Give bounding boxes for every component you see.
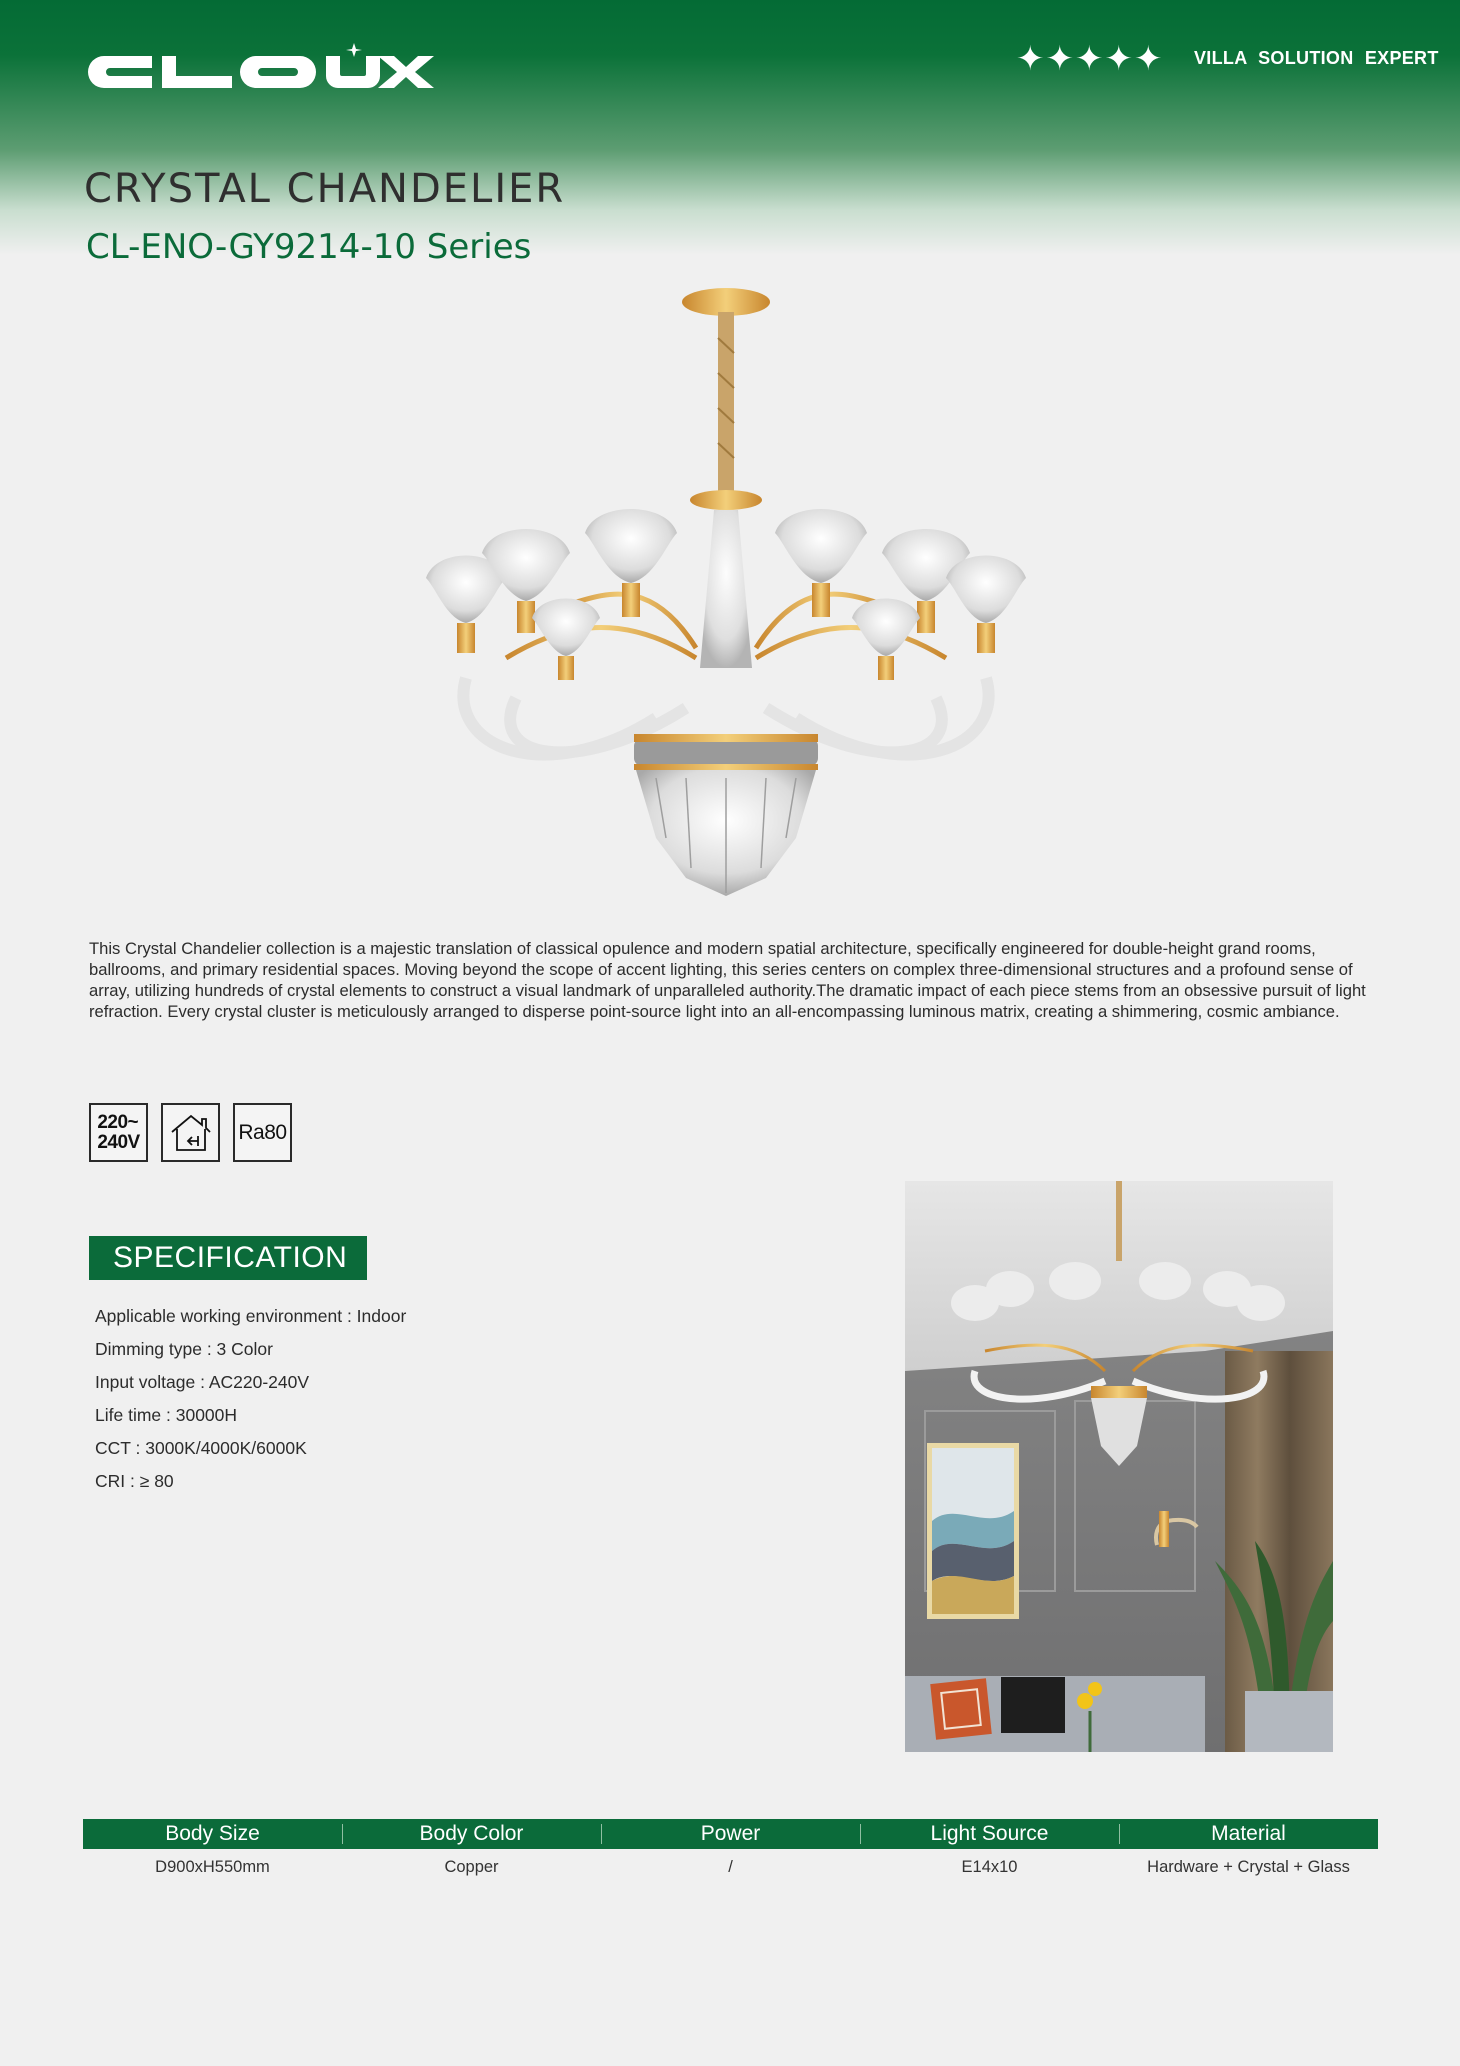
- cell-body-size: D900xH550mm: [155, 1858, 270, 1876]
- product-description: This Crystal Chandelier collection is a majestic translation of classical opulence and modern spatial architecture, specifically engineered for double-height grand rooms, ballrooms, and primary residential spaces. Moving beyond the scope of accent lighting, this series centers on complex three-dimensional structures and a profound sense of array, utilizing hundreds of crystal elements to construct a visual landmark of unparalleled authority.The dramatic impact of each piece stems from an obsessive pursuit of light refraction. Every crystal cluster is meticulously arranged to disperse point-source light into an all-encompassing luminous matrix, creating a shimmering, cosmic ambiance.: [89, 939, 1366, 1021]
- spec-item: Applicable working environment : Indoor: [95, 1306, 407, 1326]
- column-header-power: Power: [601, 1819, 860, 1849]
- cell-light-source: E14x10: [961, 1858, 1018, 1876]
- header-band: [0, 0, 1460, 255]
- column-header-light-source: Light Source: [860, 1819, 1119, 1849]
- voltage-badge: [89, 1103, 148, 1162]
- star-icon: ✦: [1104, 39, 1133, 79]
- rating-stars: [1016, 40, 1163, 78]
- cri-badge-label: Ra80: [238, 1120, 287, 1144]
- chandelier-product-image: [396, 278, 1056, 898]
- cell-power: /: [728, 1858, 733, 1876]
- product-series: CL-ENO-GY9214-10 Series: [86, 227, 532, 267]
- house-indoor-icon: [168, 1112, 214, 1154]
- brand-logo: [82, 40, 438, 102]
- column-header-body-size: Body Size: [165, 1822, 260, 1845]
- cell-material: Hardware + Crystal + Glass: [1147, 1858, 1350, 1876]
- product-table-header: [83, 1819, 1378, 1849]
- spec-item: Input voltage : AC220-240V: [95, 1372, 310, 1392]
- cri-badge: [233, 1103, 292, 1162]
- spec-item: CRI : ≥ 80: [95, 1471, 174, 1491]
- voltage-badge-line2: 240V: [97, 1131, 140, 1153]
- spec-item: Life time : 30000H: [95, 1405, 238, 1425]
- room-scene-image: [905, 1181, 1333, 1752]
- indoor-badge: [161, 1103, 220, 1162]
- star-icon: ✦: [1134, 39, 1163, 79]
- product-title: CRYSTAL CHANDELIER: [84, 166, 566, 212]
- specification-heading: SPECIFICATION: [89, 1236, 367, 1280]
- specification-list: [95, 1300, 406, 1498]
- tagline: VILLA SOLUTION EXPERT: [1194, 48, 1439, 68]
- voltage-badge-line1: 220~: [97, 1111, 139, 1133]
- spec-item: Dimming type : 3 Color: [95, 1339, 273, 1359]
- feature-badges: [89, 1103, 292, 1162]
- column-header-material: Material: [1119, 1819, 1378, 1849]
- star-icon: ✦: [1016, 39, 1045, 79]
- star-icon: ✦: [1045, 39, 1074, 79]
- spec-item: CCT : 3000K/4000K/6000K: [95, 1438, 307, 1458]
- table-row: [83, 1855, 1378, 1879]
- cell-body-color: Copper: [444, 1858, 499, 1876]
- star-icon: ✦: [1075, 39, 1104, 79]
- column-header-body-color: Body Color: [342, 1819, 601, 1849]
